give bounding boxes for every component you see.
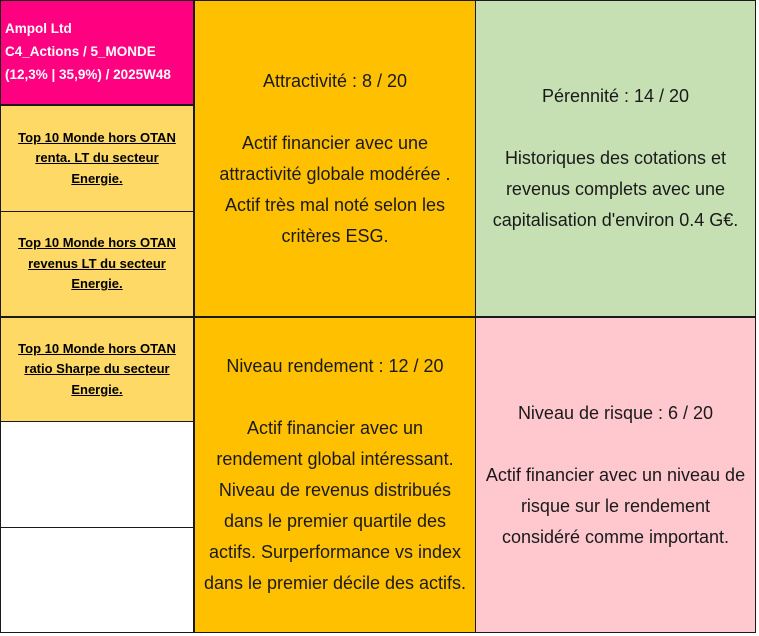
- empty-cell: [0, 421, 194, 528]
- asset-name: Ampol Ltd: [5, 21, 72, 36]
- text-line: dans le premier quartile des: [223, 511, 447, 531]
- perennite-score: Pérennité : 14 / 20: [541, 86, 690, 106]
- link-top10-renta[interactable]: [0, 105, 194, 212]
- rendement-panel: [194, 317, 476, 633]
- text-line: risque sur le rendement: [520, 495, 711, 516]
- rendement-score: Niveau rendement : 12 / 20: [226, 356, 444, 376]
- risque-score: Niveau de risque : 6 / 20: [517, 402, 714, 423]
- link-line: Energie.: [71, 381, 123, 397]
- perennite-panel: [475, 0, 756, 317]
- link-line: ratio Sharpe du secteur: [24, 361, 170, 377]
- text-line: rendement global intéressant.: [216, 449, 454, 469]
- asset-header: [0, 0, 194, 105]
- empty-cell: [0, 527, 194, 633]
- text-line: Historiques des cotations et: [504, 148, 727, 168]
- text-line: capitalisation d'environ 0.4 G€.: [492, 210, 739, 230]
- link-line: renta. LT du secteur: [35, 150, 159, 166]
- perennite-text: [493, 143, 739, 236]
- text-line: Actif très mal noté selon les: [224, 194, 446, 215]
- rendement-text: [204, 413, 466, 599]
- attractivite-text: [219, 128, 450, 252]
- text-line: critères ESG.: [281, 225, 389, 246]
- link-top10-revenus[interactable]: [0, 211, 194, 317]
- text-line: considéré comme important.: [501, 526, 730, 547]
- asset-category: C4_Actions / 5_MONDE: [5, 44, 156, 59]
- text-line: Actif financier avec un: [246, 418, 424, 438]
- link-line: Top 10 Monde hors OTAN: [18, 235, 176, 251]
- link-line: Energie.: [71, 276, 123, 292]
- text-line: attractivité globale modérée .: [219, 163, 451, 184]
- asset-stats: (12,3% | 35,9%) / 2025W48: [5, 67, 171, 82]
- text-line: dans le premier décile des actifs.: [203, 573, 467, 593]
- text-line: actifs. Surperformance vs index: [208, 542, 462, 562]
- link-line: Top 10 Monde hors OTAN: [18, 340, 176, 356]
- text-line: Actif financier avec une: [241, 132, 429, 153]
- attractivite-score: Attractivité : 8 / 20: [262, 70, 408, 91]
- link-line: revenus LT du secteur: [28, 255, 166, 271]
- risque-text: [486, 460, 745, 553]
- text-line: Niveau de revenus distribués: [218, 480, 452, 500]
- text-line: revenus complets avec une: [505, 179, 726, 199]
- text-line: Actif financier avec un niveau de: [485, 464, 746, 485]
- link-line: Energie.: [71, 170, 123, 186]
- link-top10-sharpe[interactable]: [0, 317, 194, 422]
- link-line: Top 10 Monde hors OTAN: [18, 129, 176, 145]
- attractivite-panel: [194, 0, 476, 317]
- risque-panel: [475, 317, 756, 633]
